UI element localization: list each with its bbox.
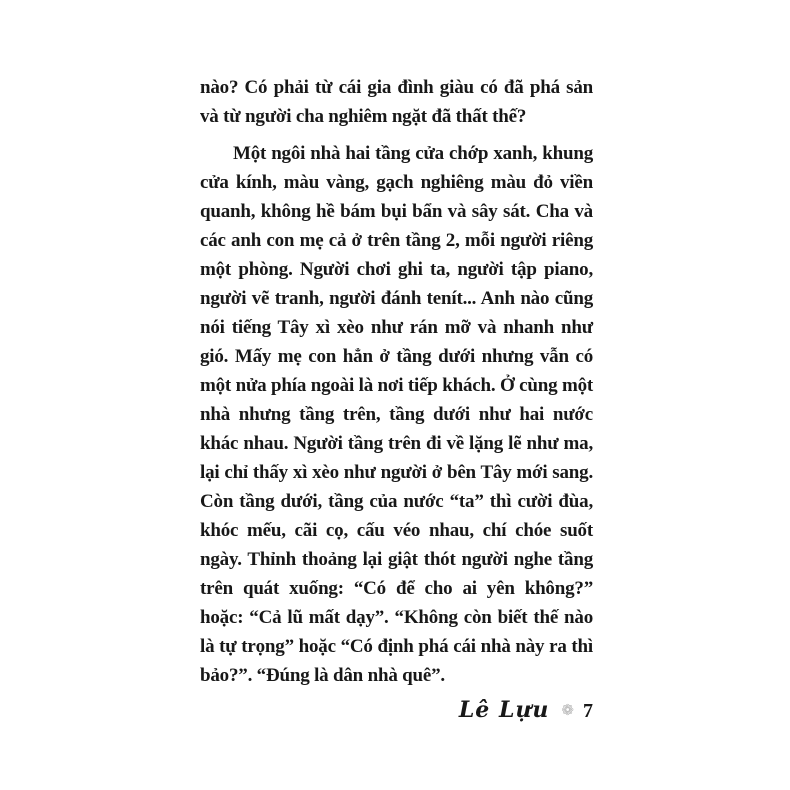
author-signature: Lê Lựu (458, 697, 550, 723)
paragraph-body: Một ngôi nhà hai tầng cửa chớp xanh, khung cửa kính, màu vàng, gạch nghiêng màu đỏ viền quanh, không hề bám bụi bẩn và sây sát. Cha và các anh con mẹ cả ở trên tầng 2, mỗi người riêng một phòng. Người chơi ghi ta, người tập piano, người vẽ tranh, người đánh tenít... Anh nào cũng nói tiếng Tây xì xèo như rán mỡ và nhanh như gió. Mấy mẹ con hẳn ở tầng dưới nhưng vẫn có một nửa phía ngoài là nơi tiếp khách. Ở cùng một nhà nhưng tầng trên, tầng dưới như hai nước khác nhau. Người tầng trên đi về lặng lẽ như ma, lại chỉ thấy xì xèo như người ở bên Tây mới sang. Còn tầng dưới, tầng của nước “ta” thì cười đùa, khóc mếu, cãi cọ, cấu véo nhau, chí chóe suốt ngày. Thỉnh thoảng lại giật thót người nghe tầng trên quát xuống: “Có để cho ai yên không?” hoặc: “Cả lũ mất dạy”. “Không còn biết thế nào là tự trọng” hoặc “Có định phá cái nhà này ra thì bảo?”. “Đúng là dân nhà quê”. (200, 143, 593, 686)
page-footer (200, 697, 593, 723)
flower-ornament-icon: ❁ (561, 701, 574, 719)
page-text-block (200, 73, 593, 690)
paragraph-continuation: nào? Có phải từ cái gia đình giàu có đã phá sản và từ người cha nghiêm ngặt đã thất thế? (200, 77, 593, 127)
page-number: 7 (583, 700, 593, 722)
